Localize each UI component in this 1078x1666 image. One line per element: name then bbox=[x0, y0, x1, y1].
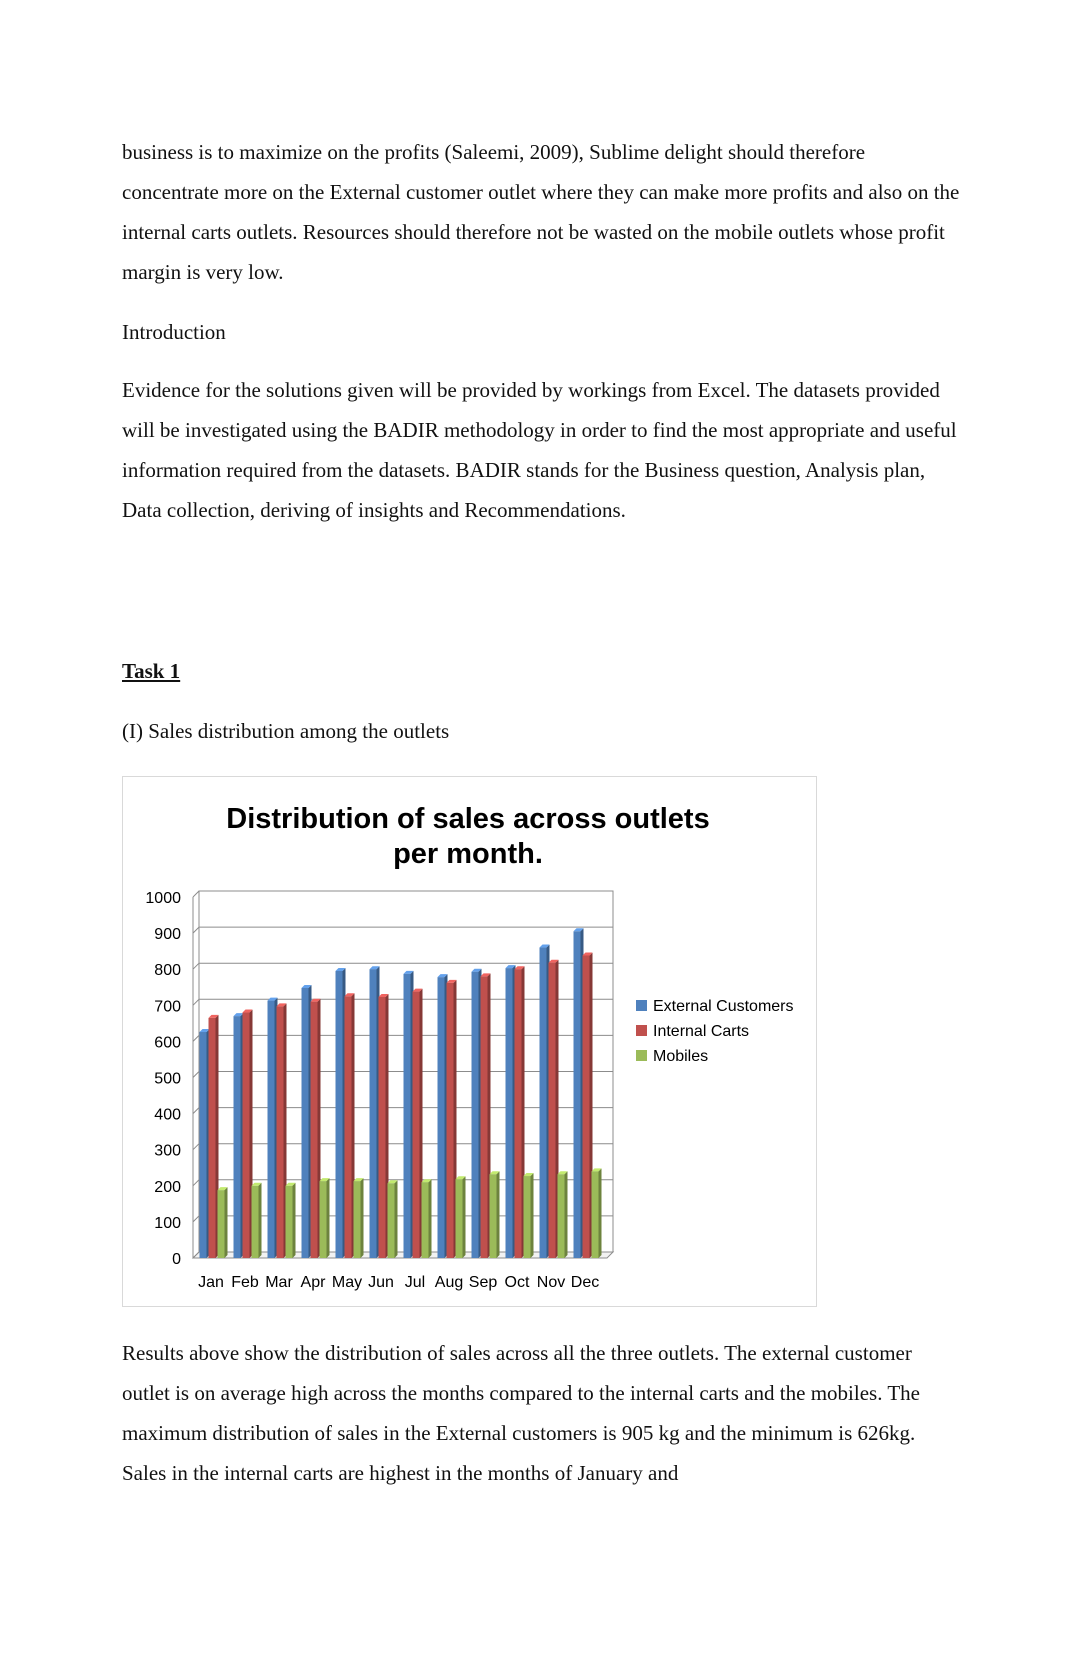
y-tick-label: 0 bbox=[172, 1251, 181, 1268]
bar-side bbox=[293, 1183, 296, 1258]
legend-label: External Customers bbox=[653, 998, 794, 1015]
bar-mobiles-dec bbox=[592, 1171, 599, 1258]
chart-title-line-2: per month. bbox=[393, 838, 543, 870]
legend-label: Mobiles bbox=[653, 1048, 709, 1065]
x-tick-label: Jun bbox=[368, 1274, 394, 1291]
bar-internal-carts-may bbox=[345, 996, 352, 1258]
bar-external-customers-feb bbox=[234, 1016, 241, 1258]
section-subheading: (I) Sales distribution among the outlets bbox=[122, 719, 450, 743]
y-tick-label: 500 bbox=[154, 1070, 181, 1088]
bar-mobiles-jul bbox=[422, 1182, 429, 1258]
body-paragraph-2: Evidence for the solutions given will be provided by workings from Excel. The datasets provided will be investigated using the BADIR methodology in order to find the most appropriate and useful information required from the datasets. BADIR stands for the Business question, Analysis plan, Data collection, deriving of insights and Recommendations. bbox=[122, 378, 957, 522]
bar-external-customers-aug bbox=[438, 977, 445, 1258]
task-heading: Task 1 bbox=[122, 659, 181, 683]
bar-mobiles-mar bbox=[286, 1186, 293, 1258]
bar-external-customers-nov bbox=[540, 948, 547, 1258]
bar-side bbox=[531, 1173, 534, 1258]
bar-internal-carts-nov bbox=[549, 963, 556, 1258]
bar-side bbox=[463, 1176, 466, 1258]
x-tick-label: Apr bbox=[300, 1274, 326, 1291]
x-tick-label: Dec bbox=[570, 1274, 600, 1291]
x-tick-label: Jul bbox=[404, 1274, 426, 1291]
bar-external-customers-sep bbox=[472, 972, 479, 1258]
y-tick-label: 1000 bbox=[145, 890, 181, 907]
legend-label: Internal Carts bbox=[653, 1023, 750, 1040]
bar-side bbox=[395, 1180, 398, 1258]
bar-mobiles-jun bbox=[388, 1183, 395, 1258]
bar-external-customers-jun bbox=[370, 969, 377, 1258]
bar-side bbox=[327, 1178, 330, 1258]
bar-mobiles-jan bbox=[218, 1190, 225, 1258]
bar-internal-carts-jul bbox=[413, 992, 420, 1258]
x-tick-label: Mar bbox=[265, 1274, 293, 1291]
bar-side bbox=[599, 1168, 602, 1258]
bar-internal-carts-aug bbox=[447, 983, 454, 1258]
bar-side bbox=[429, 1179, 432, 1258]
bar-mobiles-oct bbox=[524, 1176, 531, 1258]
legend-swatch bbox=[636, 1000, 647, 1011]
bar-external-customers-dec bbox=[574, 931, 581, 1258]
x-tick-label: Oct bbox=[504, 1274, 530, 1291]
y-tick-label: 700 bbox=[154, 998, 181, 1016]
x-tick-label: May bbox=[331, 1274, 363, 1291]
y-tick-label: 900 bbox=[154, 926, 181, 944]
chart-container bbox=[122, 776, 817, 1307]
bar-internal-carts-oct bbox=[515, 969, 522, 1258]
bar-external-customers-jan bbox=[200, 1032, 207, 1258]
y-tick-label: 100 bbox=[154, 1214, 181, 1232]
bar-external-customers-jul bbox=[404, 974, 411, 1258]
bar-mobiles-may bbox=[354, 1181, 361, 1258]
bar-side bbox=[361, 1178, 364, 1258]
y-tick-label: 400 bbox=[154, 1106, 181, 1124]
bar-mobiles-nov bbox=[558, 1174, 565, 1258]
bar-side bbox=[225, 1187, 228, 1258]
chart-title-line-1: Distribution of sales across outlets bbox=[226, 803, 710, 835]
bar-chart bbox=[123, 777, 816, 1306]
bar-side bbox=[497, 1171, 500, 1258]
x-tick-label: Sep bbox=[468, 1274, 498, 1291]
y-tick-label: 800 bbox=[154, 962, 181, 980]
bar-internal-carts-sep bbox=[481, 976, 488, 1258]
y-tick-label: 300 bbox=[154, 1142, 181, 1160]
bar-external-customers-apr bbox=[302, 988, 309, 1258]
bar-external-customers-mar bbox=[268, 1001, 275, 1258]
bar-mobiles-apr bbox=[320, 1181, 327, 1258]
bar-internal-carts-mar bbox=[277, 1006, 284, 1258]
bar-internal-carts-jan bbox=[209, 1018, 216, 1258]
legend-swatch bbox=[636, 1050, 647, 1061]
bar-mobiles-sep bbox=[490, 1174, 497, 1258]
body-paragraph-1: business is to maximize on the profits (Saleemi, 2009), Sublime delight should therefore concentrate more on the External customer outlet where they can make more profits and also on the internal carts outlets. Resources should therefore not be wasted on the mobile outlets whose profit margin is very low. bbox=[122, 140, 960, 284]
x-tick-label: Feb bbox=[231, 1274, 259, 1291]
bar-internal-carts-dec bbox=[583, 955, 590, 1258]
bar-mobiles-aug bbox=[456, 1179, 463, 1258]
bar-internal-carts-feb bbox=[243, 1013, 250, 1258]
bar-side bbox=[259, 1183, 262, 1258]
x-tick-label: Jan bbox=[198, 1274, 224, 1291]
introduction-heading: Introduction bbox=[122, 320, 226, 344]
bar-mobiles-feb bbox=[252, 1186, 259, 1258]
legend-swatch bbox=[636, 1025, 647, 1036]
x-tick-label: Nov bbox=[536, 1274, 566, 1291]
x-tick-label: Aug bbox=[434, 1274, 464, 1291]
bar-external-customers-may bbox=[336, 971, 343, 1258]
y-tick-label: 200 bbox=[154, 1178, 181, 1196]
body-paragraph-3: Results above show the distribution of sales across all the three outlets. The external customer outlet is on average high across the months compared to the internal carts and the mobiles. The maximum distribution of sales in the External customers is 905 kg and the minimum is 626kg. Sales in the internal carts are highest in the months of January and bbox=[122, 1341, 920, 1485]
y-tick-label: 600 bbox=[154, 1034, 181, 1052]
bar-internal-carts-apr bbox=[311, 1002, 318, 1258]
bar-external-customers-oct bbox=[506, 968, 513, 1258]
bar-internal-carts-jun bbox=[379, 997, 386, 1258]
bar-side bbox=[565, 1171, 568, 1258]
